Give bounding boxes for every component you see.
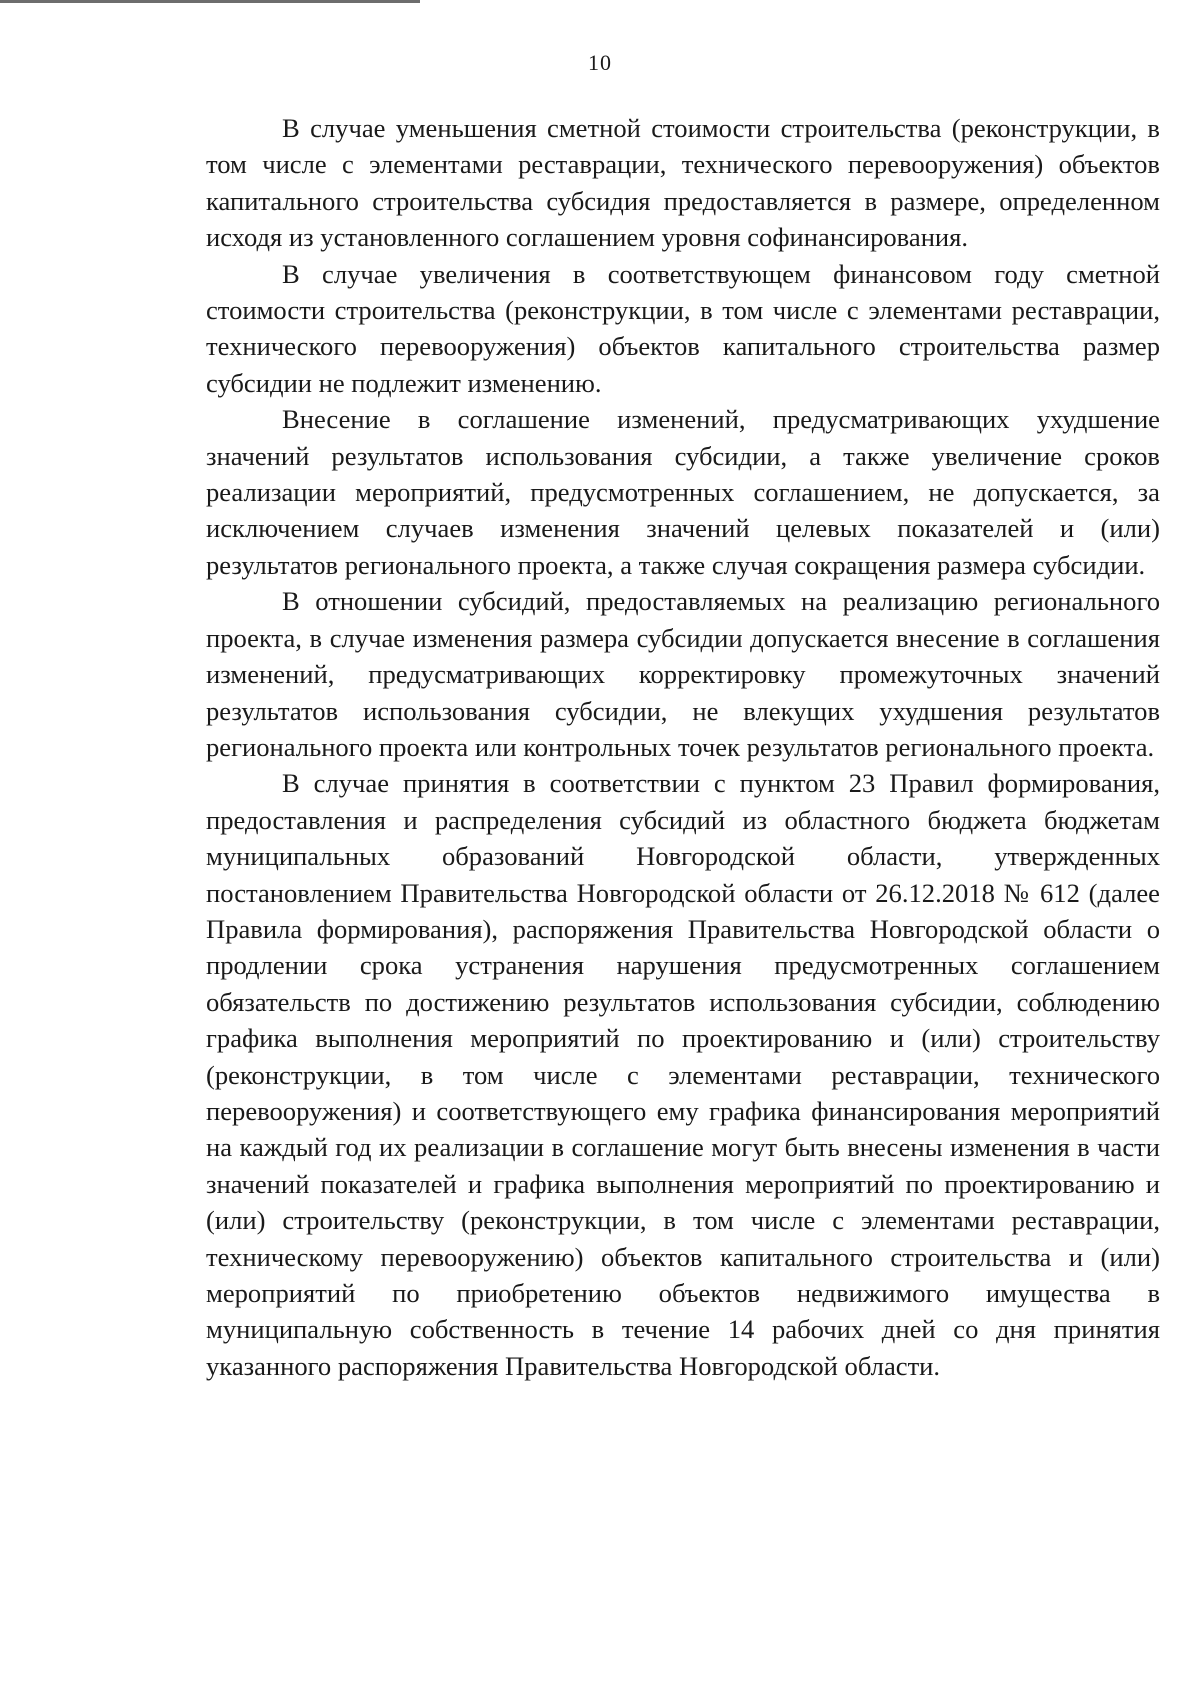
paragraph-deadline-extension: В случае принятия в соответствии с пунктом 23 Правил формирования, предоставления и распределения субсидий из областного бюджета бюджетам муниципальных образований Новгородской области, утвержденных постановлением Правительства Новгородской области от 26.12.2018 № 612 (далее Правила формирования), распоряжения Правительства Новгородской области о продлении срока устранения нарушения предусмотренных соглашением обязательств по достижению результатов использования субсидии, соблюдению графика выполнения мероприятий по проектированию и (или) строительству (реконструкции, в том числе с элементами реставрации, технического перевооружения) и соответствующего ему графика финансирования мероприятий на каждый год их реализации в соглашение могут быть внесены изменения в части значений показателей и графика выполнения мероприятий по проектированию и (или) строительству (реконструкции, в том числе с элементами реставрации, техническому перевооружению) объектов капитального строительства и (или) мероприятий по приобретению объектов недвижимого имущества в муниципальную собственность в течение 14 рабочих дней со дня принятия указанного распоряжения Правительства Новгородской области. xyxy=(206,768,1160,1381)
paragraph-agreement-changes: Внесение в соглашение изменений, предусматривающих ухудшение значений результатов использования субсидии, а также увеличение сроков реализации мероприятий, предусмотренных соглашением, не допускается, за исключением случаев изменения значений целевых показателей и (или) результатов регионального проекта, а также случая сокращения размера субсидии. xyxy=(206,404,1160,580)
page-number: 10 xyxy=(588,50,612,75)
paragraph-regional-project: В отношении субсидий, предоставляемых на реализацию регионального проекта, в случае изменения размера субсидии допускается внесение в соглашения изменений, предусматривающих корректировку промежуточных значений результатов использования субсидии, не влекущих ухудшения результатов регионального проекта или контрольных точек результатов регионального проекта. xyxy=(206,586,1160,762)
paragraph-estimate-increase: В случае увеличения в соответствующем финансовом году сметной стоимости строительства (реконструкции, в том числе с элементами реставрации, технического перевооружения) объектов капитального строительства размер субсидии не подлежит изменению. xyxy=(206,258,1160,398)
scan-edge-line xyxy=(0,0,420,3)
document-body xyxy=(206,110,1160,1384)
paragraph-estimate-decrease: В случае уменьшения сметной стоимости строительства (реконструкции, в том числе с элементами реставрации, технического перевооружения) объектов капитального строительства субсидия предоставляется в размере, определенном исходя из установленного соглашением уровня софинансирования. xyxy=(206,113,1160,253)
